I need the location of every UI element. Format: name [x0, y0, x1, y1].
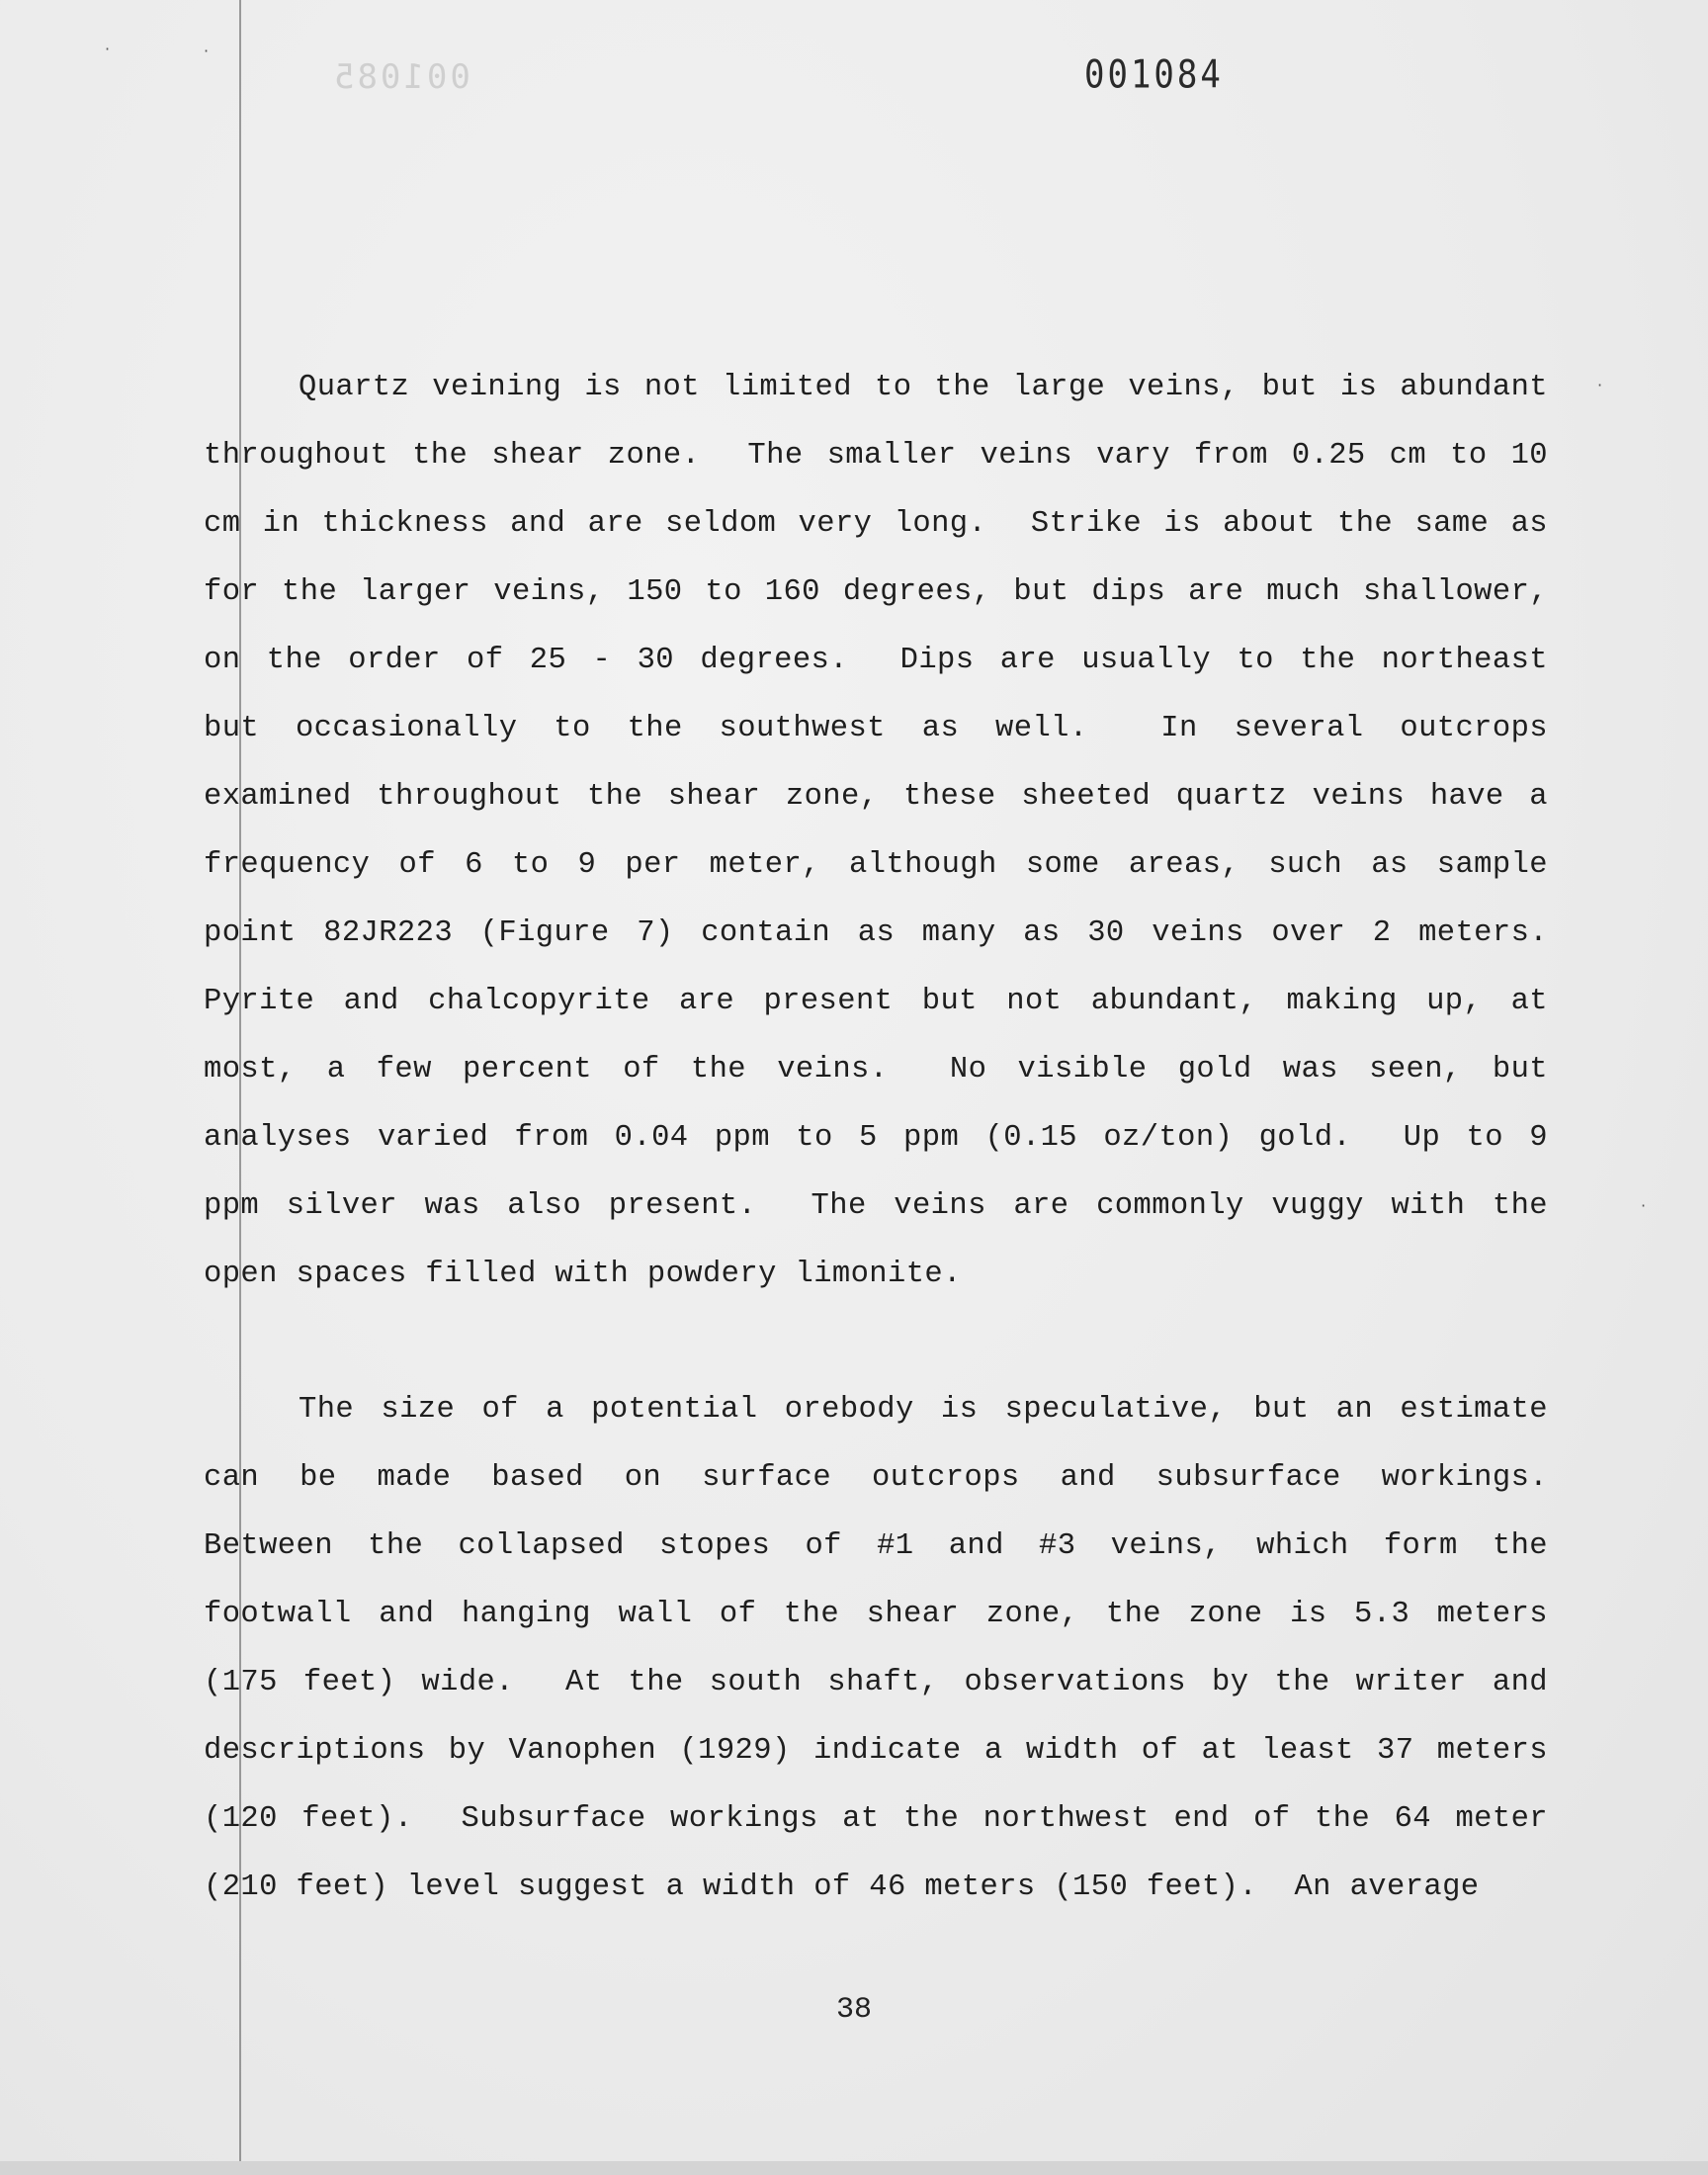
document-stamp-number: 001084	[1084, 52, 1224, 98]
text-line: (210 feet) level suggest a width of 46 meters (150 feet). An average	[204, 1870, 1480, 1904]
text-line: Between the collapsed stopes of #1 and #3 veins, which form the	[204, 1529, 1548, 1563]
text-line: descriptions by Vanophen (1929) indicate a width of at least 37 meters	[204, 1734, 1548, 1768]
text-line: cm in thickness and are seldom very long. Strike is about the same as	[204, 507, 1548, 541]
scan-speck: ·	[204, 42, 210, 60]
page-number: 38	[835, 1993, 872, 2027]
text-line: examined throughout the shear zone, these sheeted quartz veins have a	[204, 780, 1548, 814]
text-line: open spaces filled with powdery limonite.	[204, 1258, 962, 1291]
text-line: but occasionally to the southwest as well. In several outcrops	[204, 712, 1548, 745]
text-line: Quartz veining is not limited to the large veins, but is abundant	[299, 371, 1548, 404]
text-line: for the larger veins, 150 to 160 degrees, but dips are much shallower,	[204, 575, 1548, 609]
text-line: (120 feet). Subsurface workings at the northwest end of the 64 meter	[204, 1802, 1548, 1836]
paragraph-1	[204, 354, 1548, 1309]
text-line: point 82JR223 (Figure 7) contain as many as 30 veins over 2 meters.	[204, 916, 1548, 950]
text-line: ppm silver was also present. The veins are commonly vuggy with the	[204, 1189, 1548, 1223]
text-line: can be made based on surface outcrops and subsurface workings.	[204, 1461, 1548, 1495]
text-line: (175 feet) wide. At the south shaft, observations by the writer and	[204, 1666, 1548, 1699]
text-line: The size of a potential orebody is speculative, but an estimate	[299, 1393, 1548, 1427]
text-line: frequency of 6 to 9 per meter, although some areas, such as sample	[204, 848, 1548, 882]
text-line: on the order of 25 - 30 degrees. Dips are usually to the northeast	[204, 644, 1548, 677]
text-line: most, a few percent of the veins. No visible gold was seen, but	[204, 1053, 1548, 1087]
scan-speck: ·	[1641, 1196, 1647, 1215]
scan-speck: ·	[1597, 376, 1603, 394]
text-line: throughout the shear zone. The smaller veins vary from 0.25 cm to 10	[204, 439, 1548, 473]
text-line: footwall and hanging wall of the shear zone, the zone is 5.3 meters	[204, 1598, 1548, 1631]
scan-speck: ·	[105, 40, 111, 58]
page-bottom-edge	[0, 2161, 1708, 2175]
paragraph-2	[204, 1376, 1548, 1922]
text-line: Pyrite and chalcopyrite are present but not abundant, making up, at	[204, 985, 1548, 1018]
text-line: analyses varied from 0.04 ppm to 5 ppm (0.15 oz/ton) gold. Up to 9	[204, 1121, 1548, 1155]
bleed-through-number: 001085	[331, 57, 470, 97]
